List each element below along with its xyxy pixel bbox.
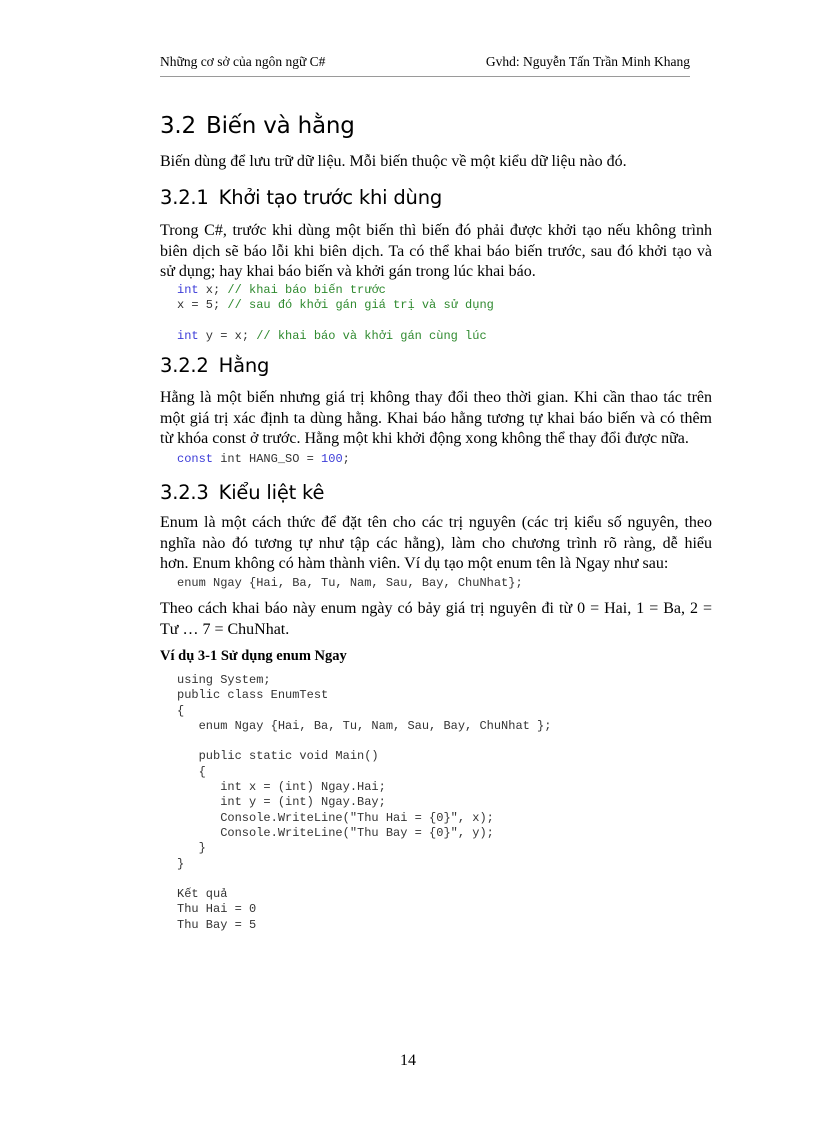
paragraph-line: hơn. Enum không có hàm thành viên. Ví dụ tạo một enum tên là Ngay như sau: xyxy=(160,555,669,572)
section-title: Kiểu liệt kê xyxy=(218,481,325,504)
paragraph-enum-values xyxy=(160,599,712,640)
code-line xyxy=(177,734,551,749)
code-line: { xyxy=(177,703,185,718)
code-line: } xyxy=(177,856,185,871)
code-line: int y = x; // khai báo và khởi gán cùng lúc xyxy=(177,328,487,343)
code-line-blank xyxy=(177,314,494,329)
code-line: enum Ngay {Hai, Ba, Tu, Nam, Sau, Bay, ChuNhat}; xyxy=(177,576,523,590)
code-line: int y = (int) Ngay.Bay; xyxy=(177,795,386,810)
header-divider xyxy=(160,76,690,77)
code-line: int x = (int) Ngay.Hai; xyxy=(177,780,386,795)
code-line: enum Ngay {Hai, Ba, Tu, Nam, Sau, Bay, ChuNhat }; xyxy=(177,718,552,733)
section-heading-3-2 xyxy=(160,113,355,139)
header-left-title: Những cơ sở của ngôn ngữ C# xyxy=(160,54,326,69)
section-title: Biến và hằng xyxy=(205,113,355,139)
paragraph-line: nghĩa nào đó tương tự như tập các hằng), làm cho chương trình rõ ràng, dễ hiểu xyxy=(160,534,712,552)
section-number: 3.2.1 xyxy=(160,186,209,209)
section-title: Khởi tạo trước khi dùng xyxy=(218,186,443,209)
example-caption: Ví dụ 3-1 Sử dụng enum Ngay xyxy=(160,648,347,664)
code-line: int x; // khai báo biến trước xyxy=(177,283,386,297)
code-block-enum xyxy=(177,576,523,591)
code-line xyxy=(177,872,551,887)
section-title: Hằng xyxy=(218,354,270,377)
code-block-constant xyxy=(177,452,350,467)
code-line: x = 5; // sau đó khởi gán giá trị và sử dụng xyxy=(177,298,494,313)
paragraph-line: Enum là một cách thức để đặt tên cho các trị nguyên (các trị kiểu số nguyên, theo xyxy=(160,514,712,531)
code-line: const int HANG_SO = 100; xyxy=(177,452,350,466)
code-line: } xyxy=(177,841,206,856)
paragraph-line: từ khóa const ở trước. Hằng một khi khởi động xong không thể thay đổi được nữa. xyxy=(160,430,689,447)
paragraph-init-before-use xyxy=(160,221,712,283)
header-right-author: Gvhd: Nguyễn Tấn Trần Minh Khang xyxy=(485,54,690,69)
paragraph-constants xyxy=(160,388,712,450)
paragraph-line: Biến dùng để lưu trữ dữ liệu. Mỗi biến thuộc về một kiểu dữ liệu nào đó. xyxy=(160,153,627,170)
paragraph-line: Tư … 7 = ChuNhat. xyxy=(160,620,290,638)
code-line: public class EnumTest xyxy=(177,688,329,703)
code-line: Console.WriteLine("Thu Bay = {0}", y); xyxy=(177,825,494,840)
paragraph-enum xyxy=(160,513,712,575)
paragraph-line: một giá trị xác định ta dùng hằng. Khai báo hằng tương tự khai báo biến và có thêm xyxy=(160,409,712,427)
paragraph-line: biên dịch sẽ báo lỗi khi biên dịch. Ta có thể khai báo biến trước, sau đó khởi tạo và xyxy=(160,242,712,260)
paragraph-line: Trong C#, trước khi dùng một biến thì biến đó phải được khởi tạo nếu không trình xyxy=(160,222,712,239)
section-number: 3.2.2 xyxy=(160,354,209,377)
code-line: using System; xyxy=(177,673,271,687)
code-line: Console.WriteLine("Thu Hai = {0}", x); xyxy=(177,810,494,825)
code-line: { xyxy=(177,764,206,779)
running-header xyxy=(160,54,690,74)
section-heading-3-2-2 xyxy=(160,354,269,377)
code-block-variables xyxy=(177,283,494,344)
paragraph-line: sử dụng; hay khai báo biến và khởi gán trong lúc khai báo. xyxy=(160,263,536,280)
page-number: 14 xyxy=(400,1052,416,1069)
code-block-example xyxy=(177,673,551,933)
section-heading-3-2-1 xyxy=(160,186,442,209)
paragraph-line: Hằng là một biến nhưng giá trị không thay đổi theo thời gian. Khi cần thao tác trên xyxy=(160,389,712,406)
section-number: 3.2.3 xyxy=(160,481,209,504)
section-number: 3.2 xyxy=(160,113,196,139)
code-line: Kết quả xyxy=(177,887,228,902)
paragraph-line: Theo cách khai báo này enum ngày có bảy giá trị nguyên đi từ 0 = Hai, 1 = Ba, 2 = xyxy=(160,600,712,617)
code-line: public static void Main() xyxy=(177,749,379,764)
code-line: Thu Hai = 0 xyxy=(177,902,257,917)
section-intro-paragraph xyxy=(160,152,712,173)
code-line: Thu Bay = 5 xyxy=(177,917,257,932)
section-heading-3-2-3 xyxy=(160,481,324,504)
